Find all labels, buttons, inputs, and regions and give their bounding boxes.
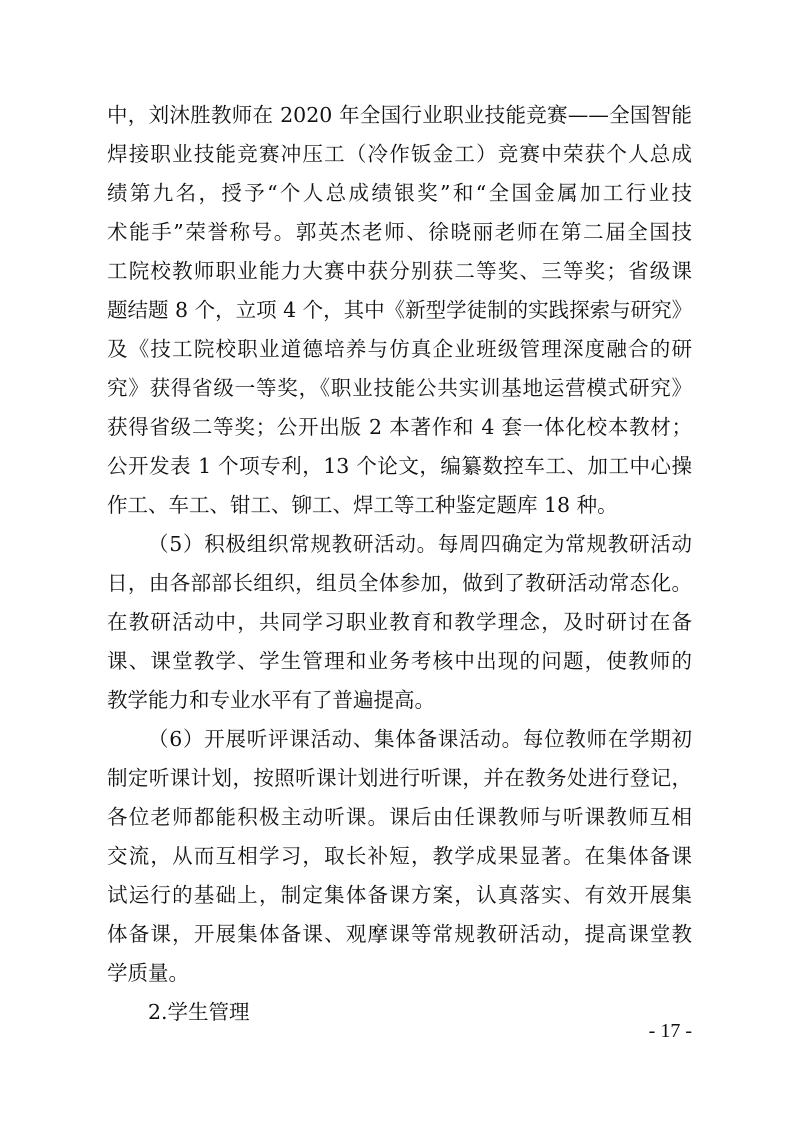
text-line: 中，刘沐胜教师在 2020 年全国行业职业技能竞赛——全国智能: [107, 103, 692, 127]
text-line: 术能手”荣誉称号。郭英杰老师、徐晓丽老师在第二届全国技: [107, 220, 692, 244]
text-line: 工院校教师职业能力大赛中获分别获二等奖、三等奖；省级课: [107, 259, 692, 283]
text-line: 题结题 8 个，立项 4 个，其中《新型学徒制的实践探索与研究》: [107, 298, 693, 322]
text-line: 体备课，开展集体备课、观摩课等常规教研活动，提高课堂教: [107, 922, 692, 946]
text-line: 公开发表 1 个项专利，13 个论文，编纂数控车工、加工中心操: [107, 454, 692, 478]
text-line: 试运行的基础上，制定集体备课方案，认真落实、有效开展集: [107, 883, 692, 907]
text-line: 各位老师都能积极主动听课。课后由任课教师与听课教师互相: [107, 805, 692, 829]
text-line: 及《技工院校职业道德培养与仿真企业班级管理深度融合的研: [107, 337, 692, 361]
text-line: 日，由各部部长组织，组员全体参加，做到了教研活动常态化。: [107, 571, 692, 595]
text-line: 课、课堂教学、学生管理和业务考核中出现的问题，使教师的: [107, 649, 692, 673]
text-line: 学质量。: [107, 961, 189, 985]
section-heading: 2.学生管理: [148, 1000, 250, 1024]
text-line: 绩第九名，授予“个人总成绩银奖”和“全国金属加工行业技: [107, 181, 692, 205]
text-line: （6）开展听评课活动、集体备课活动。每位教师在学期初: [148, 727, 692, 751]
text-line: （5）积极组织常规教研活动。每周四确定为常规教研活动: [148, 532, 692, 556]
text-line: 交流，从而互相学习，取长补短，教学成果显著。在集体备课: [107, 844, 692, 868]
text-line: 在教研活动中，共同学习职业教育和教学理念，及时研讨在备: [107, 610, 692, 634]
text-line: 制定听课计划，按照听课计划进行听课，并在教务处进行登记，: [107, 766, 692, 790]
text-line: 作工、车工、钳工、铆工、焊工等工种鉴定题库 18 种。: [107, 493, 618, 517]
text-line: 教学能力和专业水平有了普遍提高。: [107, 688, 435, 712]
text-line: 获得省级二等奖；公开出版 2 本著作和 4 套一体化校本教材；: [107, 415, 692, 439]
text-line: 焊接职业技能竞赛冲压工（冷作钣金工）竞赛中荣获个人总成: [107, 142, 692, 166]
page-number: - 17 -: [648, 1020, 692, 1042]
text-line: 究》获得省级一等奖，《职业技能公共实训基地运营模式研究》: [107, 376, 692, 400]
